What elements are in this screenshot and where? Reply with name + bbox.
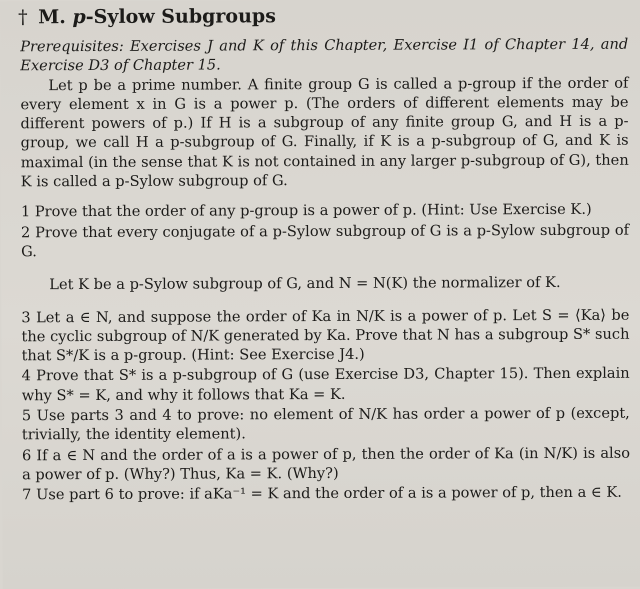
- prerequisites: Prerequisites: Exercises J and K of this Chapter, Exercise I1 of Chapter 14, and Exercise D3 of Chapter 15.: [20, 35, 629, 75]
- exercise-7: 7 Use part 6 to prove: if aKa⁻¹ = K and the order of a is a power of p, then a ∈ K.: [22, 483, 622, 504]
- exercise-2: 2 Prove that every conjugate of a p-Sylow subgroup of G is a p-Sylow subgroup of G.: [20, 221, 630, 261]
- heading-p: p: [72, 6, 86, 29]
- intro-paragraph: Let p be a prime number. A finite group G is called a p-group if the order of every element x in G is a power p. (The orders of different elements may be different powers of p.) If H is a subgroup of any finite group G, and H is a p-group, we call H a p-subgroup of G. Finally, if K is a p-subgroup of G, and K is maximal (in the sense that K is not contained in any larger p-subgroup of G), then K is called a p-Sylow subgroup of G.: [20, 74, 629, 191]
- dagger-mark: †: [18, 6, 28, 29]
- normalizer-statement: Let K be a p-Sylow subgroup of G, and N = N(K) the normalizer of K.: [49, 274, 561, 294]
- section-heading: [18, 3, 628, 30]
- exercise-5: 5 Use parts 3 and 4 to prove: no element of N/K has order a power of p (except, trivially, the identity element).: [21, 404, 630, 444]
- exercise-4: 4 Prove that S* is a p-subgroup of G (use Exercise D3, Chapter 15). Then explain why S* = K, and why it follows that Ka = K.: [21, 365, 630, 405]
- exercise-6: 6 If a ∈ N and the order of a is a power of p, then the order of Ka (in N/K) is also a power of p. (Why?) Thus, Ka = K. (Why?): [21, 444, 631, 484]
- heading-rest: -Sylow Subgroups: [85, 5, 276, 29]
- exercise-3: 3 Let a ∈ N, and suppose the order of Ka in N/K is a power of p. Let S = ⟨Ka⟩ be the cyclic subgroup of N/K generated by Ka. Prove that N has a subgroup S* such that S*/K is a p-group. (Hint: See Exercise J4.): [21, 306, 630, 365]
- exercise-1: 1 Prove that the order of any p-group is a power of p. (Hint: Use Exercise K.): [20, 201, 592, 221]
- section-letter: M.: [38, 6, 66, 29]
